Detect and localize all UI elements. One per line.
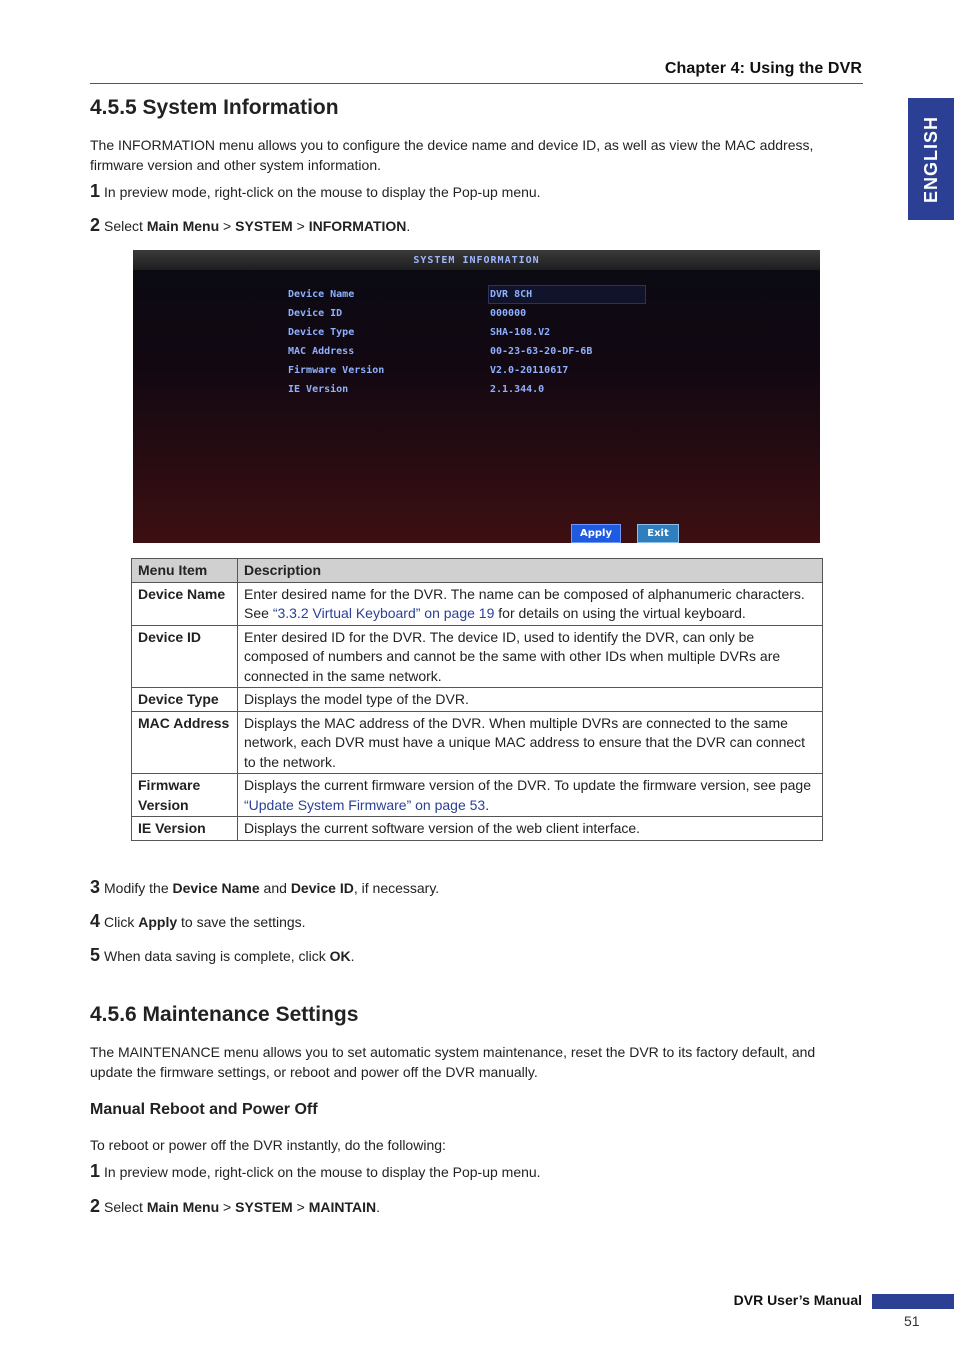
- description-cell: Displays the current software version of the web client interface.: [238, 817, 823, 841]
- table-row: [132, 774, 823, 817]
- step-number: 1: [90, 1161, 101, 1181]
- page-number: 51: [904, 1313, 920, 1329]
- subsection-title: Manual Reboot and Power Off: [90, 1101, 318, 1118]
- description-cell: Displays the current firmware version of the DVR. To update the firmware version, see page “Update System Firmware” on page 53.: [238, 774, 823, 817]
- step-text: In preview mode, right-click on the mouse to display the Pop-up menu.: [104, 1164, 541, 1180]
- step-number: 2: [90, 215, 101, 235]
- apply-button: Apply: [571, 524, 621, 543]
- section-title-maintenance-settings: 4.5.6 Maintenance Settings: [90, 1003, 359, 1026]
- info-value: 000000: [490, 308, 527, 319]
- header-rule: [90, 83, 863, 84]
- step-1: [90, 181, 541, 202]
- step-3: 3 Modify the Device Name and Device ID, if necessary.: [90, 877, 440, 897]
- step-1: [90, 1161, 541, 1182]
- language-tab-label: ENGLISH: [920, 115, 941, 203]
- menu-item-cell: MAC Address: [132, 711, 238, 774]
- step-text: In preview mode, right-click on the mouse to display the Pop-up menu.: [104, 184, 541, 200]
- screenshot-title: SYSTEM INFORMATION: [413, 254, 540, 266]
- description-cell: Enter desired ID for the DVR. The device ID, used to identify the DVR, can only be composed of numbers and cannot be the same with other IDs when multiple DVRs are connected in the same network.: [238, 625, 823, 688]
- language-tab: [908, 98, 954, 220]
- description-cell: Displays the model type of the DVR.: [238, 688, 823, 712]
- lead-text: To reboot or power off the DVR instantly, do the following:: [90, 1137, 446, 1153]
- step-number: 4: [90, 911, 101, 931]
- table-row: [132, 711, 823, 774]
- section-intro: The MAINTENANCE menu allows you to set automatic system maintenance, reset the DVR to its factory default, and update the firmware settings, or reboot and power off the DVR manually.: [90, 1044, 816, 1080]
- step-number: 1: [90, 181, 101, 201]
- info-value: SHA-108.V2: [490, 327, 551, 338]
- info-label: IE Version: [288, 384, 349, 395]
- step-number: 3: [90, 877, 101, 897]
- step-5: 5 When data saving is complete, click OK.: [90, 945, 355, 965]
- virtual-keyboard-link[interactable]: “3.3.2 Virtual Keyboard” on page 19: [272, 605, 495, 621]
- step-2: 2 Select Main Menu > SYSTEM > MAINTAIN.: [90, 1196, 380, 1216]
- menu-item-cell: Firmware Version: [132, 774, 238, 817]
- info-value: 00-23-63-20-DF-6B: [490, 346, 593, 357]
- table-row: [132, 625, 823, 688]
- step-4: 4 Click Apply to save the settings.: [90, 911, 306, 931]
- info-label: Device Type: [288, 327, 355, 338]
- description-cell: Enter desired name for the DVR. The name can be composed of alphanumeric characters. See “3.3.2 Virtual Keyboard” on page 19 for details on using the virtual keyboard.: [238, 582, 823, 625]
- info-label: Device ID: [288, 308, 343, 319]
- step-number: 5: [90, 945, 101, 965]
- section-title-system-information: 4.5.5 System Information: [90, 96, 339, 119]
- menu-item-cell: Device Type: [132, 688, 238, 712]
- menu-item-cell: Device Name: [132, 582, 238, 625]
- exit-button: Exit: [637, 524, 679, 543]
- menu-item-cell: Device ID: [132, 625, 238, 688]
- step-2: 2 Select Main Menu > SYSTEM > INFORMATION.: [90, 215, 411, 235]
- table-row: [132, 688, 823, 712]
- table-header-row: [132, 559, 823, 583]
- description-cell: Displays the MAC address of the DVR. When multiple DVRs are connected to the same network, each DVR must have a unique MAC address to ensure that the DVR can connect to the network.: [238, 711, 823, 774]
- menu-description-table: [131, 558, 823, 841]
- column-header-menu-item: Menu Item: [132, 559, 238, 583]
- footer-accent-bar: [872, 1294, 954, 1309]
- info-value: 2.1.344.0: [490, 384, 545, 395]
- menu-item-cell: IE Version: [132, 817, 238, 841]
- info-value: V2.0-20110617: [490, 365, 569, 376]
- section-intro: The INFORMATION menu allows you to configure the device name and device ID, as well as view the MAC address, firmware version and other system information.: [90, 137, 814, 173]
- info-value: DVR 8CH: [490, 289, 533, 300]
- info-label: MAC Address: [288, 346, 355, 357]
- screenshot-title-bar: [133, 250, 820, 270]
- footer-manual-title: DVR User’s Manual: [733, 1292, 862, 1308]
- table-row: [132, 817, 823, 841]
- step-number: 2: [90, 1196, 101, 1216]
- system-information-screenshot: [133, 250, 820, 543]
- chapter-header: Chapter 4: Using the DVR: [664, 60, 862, 77]
- info-label: Device Name: [288, 289, 355, 300]
- table-row: [132, 582, 823, 625]
- update-firmware-link[interactable]: “Update System Firmware” on page 53: [244, 796, 486, 813]
- info-label: Firmware Version: [288, 365, 385, 376]
- column-header-description: Description: [238, 559, 823, 583]
